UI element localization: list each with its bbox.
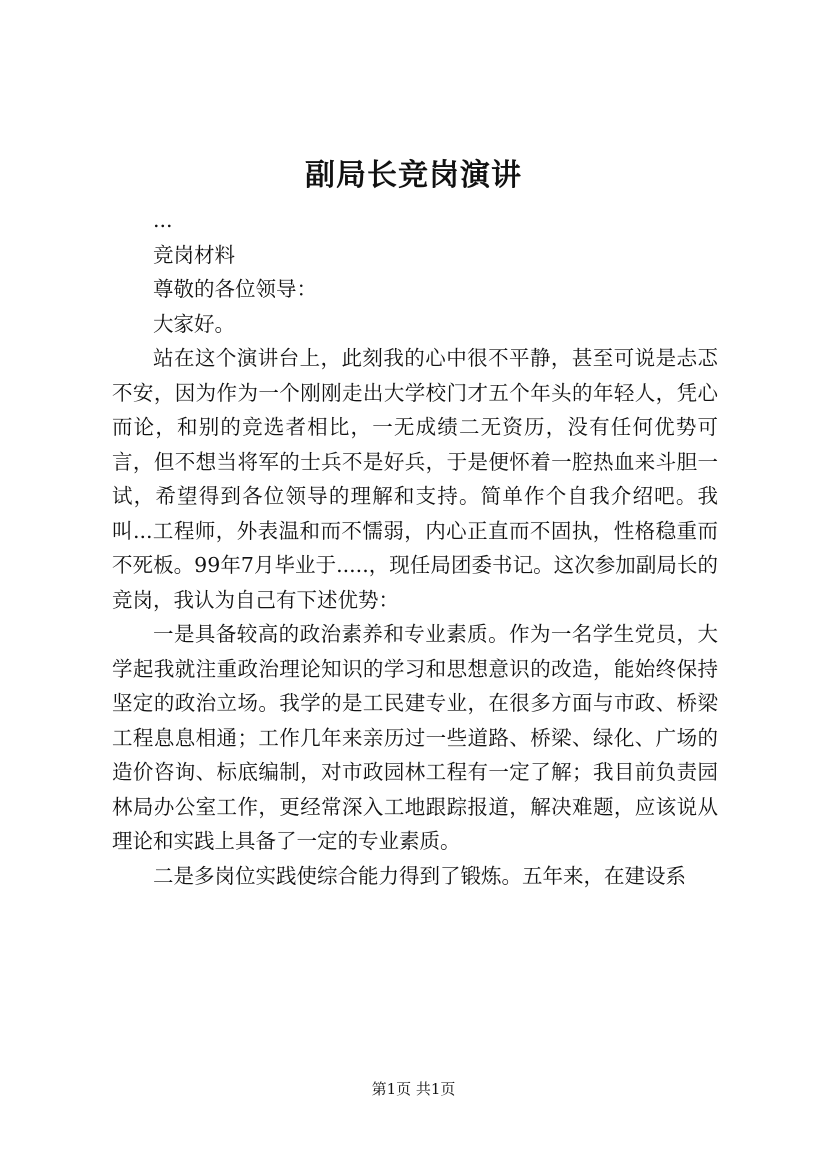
paragraph-ellipsis: ...	[153, 208, 173, 232]
paragraph-salutation: 尊敬的各位领导：	[153, 277, 317, 301]
paragraph-material-label: 竞岗材料	[153, 242, 235, 267]
paragraph-advantage-two: 二是多岗位实践使综合能力得到了锻炼。五年来，在建设系	[153, 863, 686, 888]
paragraph-advantage-one: 一是具备较高的政治素养和专业素质。作为一名学生党员，大学起我就注重政治理论知识的学习和思想意识的改造，能始终保持坚定的政治立场。我学的是工民建专业，在很多方面与市政、桥梁工程息息相通；工作几年来亲历过一些道路、桥梁、绿化、广场的造价咨询、标底编制，对市政园林工程有一定了解；我目前负责园林局办公室工作，更经常深入工地跟踪报道，解决难题，应该说从理论和实践上具备了一定的专业素质。	[112, 622, 718, 853]
page-footer: 第1页 共1页	[371, 1080, 456, 1098]
document-title: 副局长竞岗演讲	[305, 158, 522, 193]
paragraph-greeting: 大家好。	[153, 311, 235, 336]
document-body	[112, 203, 718, 893]
paragraph-introduction: 站在这个演讲台上，此刻我的心中很不平静，甚至可说是忐忑不安，因为作为一个刚刚走出大学校门才五个年头的年轻人，凭心而论，和别的竞选者相比，一无成绩二无资历，没有任何优势可言，但不想当将军的士兵不是好兵，于是便怀着一腔热血来斗胆一试，希望得到各位领导的理解和支持。简单作个自我介绍吧。我叫...工程师，外表温和而不懦弱，内心正直而不固执，性格稳重而不死板。99年7月毕业于.....，现任局团委书记。这次参加副局长的竞岗，我认为自己有下述优势：	[112, 346, 718, 612]
